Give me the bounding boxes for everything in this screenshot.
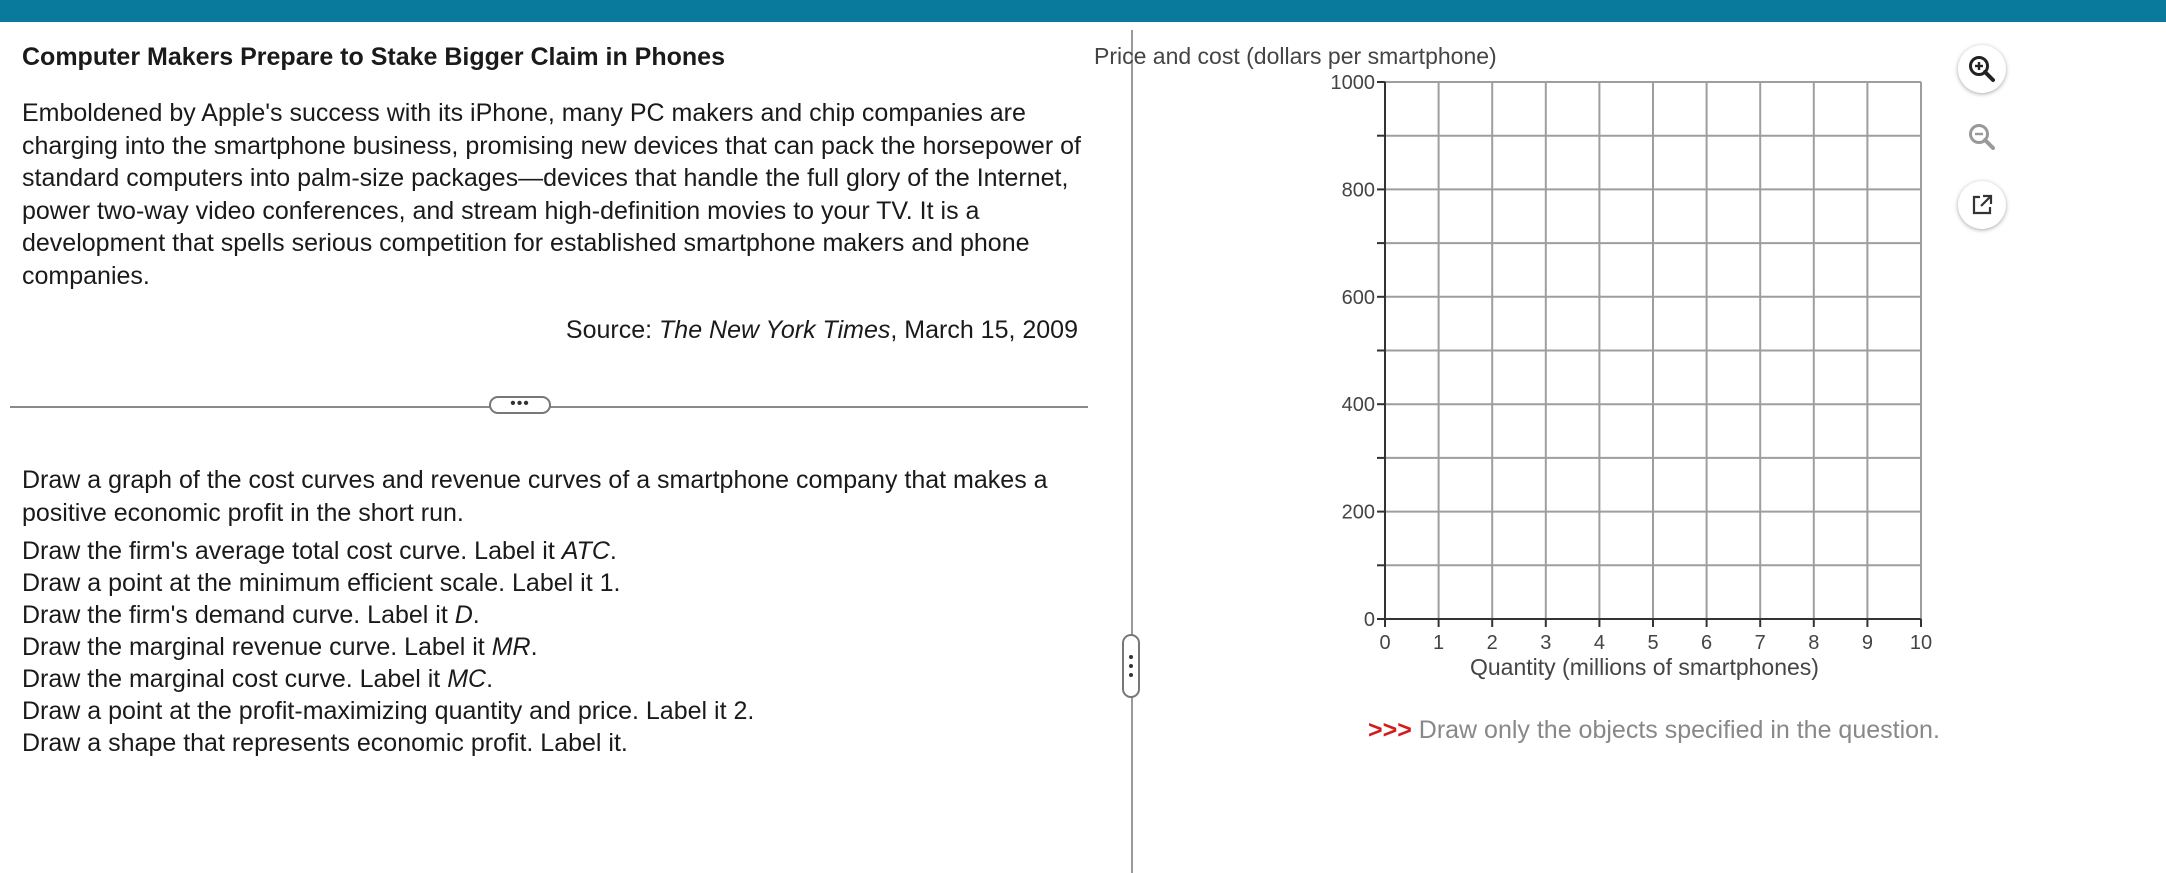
y-tick-label: 600	[1341, 286, 1375, 309]
source-publication: The New York Times	[659, 316, 891, 344]
x-axis-title: Quantity (millions of smartphones)	[1470, 654, 1819, 680]
instruction-end: .	[530, 633, 538, 661]
x-tick-label: 1	[1433, 632, 1445, 654]
instruction-end: .	[472, 601, 480, 629]
y-tick-label: 200	[1341, 501, 1375, 524]
source-date: , March 15, 2009	[890, 316, 1078, 344]
hint-text: Draw only the objects specified in the question.	[1411, 716, 1940, 744]
y-tick-label: 400	[1341, 394, 1375, 417]
instruction-label: ATC	[561, 537, 610, 565]
x-tick-label: 8	[1808, 632, 1820, 654]
y-tick-label: 0	[1363, 609, 1375, 631]
x-tick-label: 2	[1486, 632, 1498, 654]
instruction-text: Draw the firm's average total cost curve. Label it	[22, 537, 562, 565]
popout-button[interactable]	[1958, 181, 2006, 229]
drawing-hint	[1368, 716, 1940, 745]
zoom-in-icon	[1967, 54, 1997, 84]
x-tick-label: 5	[1647, 632, 1659, 654]
question-intro: Draw a graph of the cost curves and revenue curves of a smartphone company that makes a positive economic profit in the short run.	[22, 466, 1048, 527]
instruction-label: MR	[491, 633, 531, 661]
x-tick-label: 4	[1593, 632, 1605, 654]
zoom-out-icon	[1967, 122, 1997, 152]
x-tick-label: 3	[1540, 632, 1552, 654]
instruction-text: Draw a point at the minimum efficient scale. Label it 1.	[22, 569, 621, 597]
instruction-end: .	[609, 537, 617, 565]
instruction-text: Draw the marginal revenue curve. Label it	[22, 633, 492, 661]
zoom-in-button[interactable]	[1958, 45, 2006, 93]
instruction-end: .	[486, 665, 494, 693]
axes	[1331, 72, 1933, 654]
x-tick-label: 6	[1701, 632, 1713, 654]
y-axis-title: Price and cost (dollars per smartphone)	[1094, 43, 1497, 69]
x-tick-label: 10	[1909, 632, 1933, 654]
y-tick-label: 800	[1341, 179, 1375, 202]
instruction-text: Draw the marginal cost curve. Label it	[22, 665, 448, 693]
x-tick-label: 0	[1379, 632, 1391, 654]
source-prefix: Source:	[565, 316, 660, 344]
article-body: Emboldened by Apple's success with its iPhone, many PC makers and chip companies are charging into the smartphone business, promising new devices that can pack the horsepower of standard computers into palm-size packages—devices that handle the full glory of the Internet, power two-way video conferences, and stream high-definition movies to your TV. It is a development that spells serious competition for established smartphone makers and phone companies.	[22, 99, 1081, 290]
instruction-text: Draw a point at the profit-maximizing quantity and price. Label it 2.	[22, 697, 755, 725]
hint-arrows: >>>	[1368, 716, 1412, 744]
y-tick-label: 1000	[1330, 72, 1375, 94]
x-tick-label: 9	[1861, 632, 1873, 654]
expand-content-button[interactable]: •••	[489, 396, 551, 414]
instruction-text: Draw the firm's demand curve. Label it	[22, 601, 455, 629]
external-link-icon	[1969, 192, 1995, 218]
instruction-label: D	[454, 601, 473, 629]
article-title: Computer Makers Prepare to Stake Bigger Claim in Phones	[22, 43, 725, 71]
x-tick-label: 7	[1754, 632, 1766, 654]
zoom-out-button[interactable]	[1958, 113, 2006, 161]
instruction-text: Draw a shape that represents economic profit. Label it.	[22, 729, 628, 757]
grid	[1385, 82, 1921, 619]
instruction-label: MC	[447, 665, 487, 693]
